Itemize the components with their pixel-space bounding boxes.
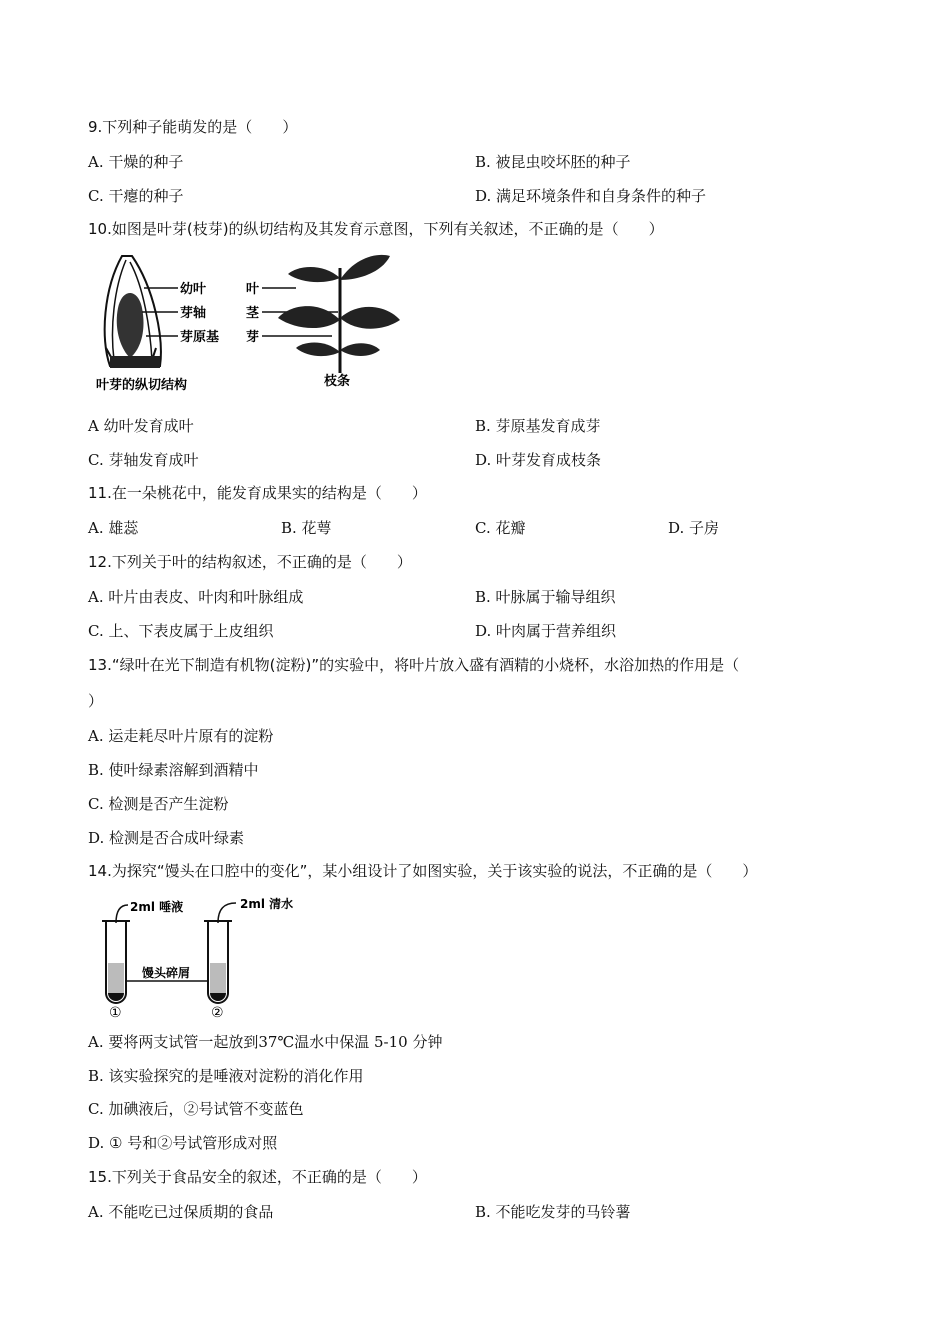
question-14-stem: 14.为探究“馒头在口腔中的变化”，某小组设计了如图实验，关于该实验的说法，不正确的是（ ）	[88, 862, 758, 880]
question-14-option-d: D. ① 号和②号试管形成对照	[88, 1134, 278, 1152]
bud-label-young-leaf: 幼叶	[180, 282, 207, 297]
bud-label-bud-primordium: 芽原基	[180, 330, 220, 345]
question-15-stem: 15.下列关于食品安全的叙述，不正确的是（ ）	[88, 1168, 427, 1186]
question-13-option-a: A. 运走耗尽叶片原有的淀粉	[88, 727, 274, 745]
bread-crumbs-label: 馒头碎屑	[142, 966, 191, 980]
question-10-option-b: B. 芽原基发育成芽	[475, 417, 601, 435]
question-10-stem: 10.如图是叶芽(枝芽)的纵切结构及其发育示意图，下列有关叙述，不正确的是（ ）	[88, 220, 664, 238]
question-10-option-a: A 幼叶发育成叶	[88, 417, 194, 435]
question-9-option-a: A. 干燥的种子	[88, 153, 184, 171]
leaf-bud-figure	[92, 248, 412, 398]
question-12-option-d: D. 叶肉属于营养组织	[475, 622, 617, 640]
branch-caption: 枝条	[324, 374, 351, 389]
question-13-option-d: D. 检测是否合成叶绿素	[88, 829, 245, 847]
question-11-option-b: B. 花萼	[281, 519, 332, 537]
question-14-option-b: B. 该实验探究的是唾液对淀粉的消化作用	[88, 1067, 364, 1085]
branch-label-stem: 茎	[246, 306, 260, 321]
question-9-option-c: C. 干瘪的种子	[88, 187, 184, 205]
question-11-stem: 11.在一朵桃花中，能发育成果实的结构是（ ）	[88, 484, 427, 502]
question-13-stem-continuation: ）	[88, 692, 104, 710]
branch-label-bud: 芽	[246, 330, 260, 345]
question-14-option-a: A. 要将两支试管一起放到37℃温水中保温 5-10 分钟	[88, 1033, 443, 1051]
question-10-option-d: D. 叶芽发育成枝条	[475, 451, 602, 469]
question-13-option-c: C. 检测是否产生淀粉	[88, 795, 229, 813]
question-12-option-b: B. 叶脉属于输导组织	[475, 588, 616, 606]
question-10-option-c: C. 芽轴发育成叶	[88, 451, 199, 469]
question-11-option-c: C. 花瓣	[475, 519, 526, 537]
tube-1-label: 2ml 唾液	[130, 900, 184, 914]
question-9-stem: 9.下列种子能萌发的是（ ）	[88, 118, 298, 136]
bud-caption: 叶芽的纵切结构	[96, 378, 188, 393]
question-14-option-c: C. 加碘液后，②号试管不变蓝色	[88, 1100, 304, 1118]
tube-2-label: 2ml 清水	[240, 897, 294, 911]
question-13-option-b: B. 使叶绿素溶解到酒精中	[88, 761, 259, 779]
question-11-option-a: A. 雄蕊	[88, 519, 139, 537]
question-13-stem: 13.“绿叶在光下制造有机物(淀粉)”的实验中，将叶片放入盛有酒精的小烧杯，水浴加热的作用是（	[88, 656, 740, 674]
tube-2-number: ②	[211, 1005, 224, 1021]
question-9-option-b: B. 被昆虫咬坏胚的种子	[475, 153, 631, 171]
tube-1-number: ①	[109, 1005, 122, 1021]
bud-label-bud-axis: 芽轴	[180, 306, 207, 321]
question-15-option-b: B. 不能吃发芽的马铃薯	[475, 1203, 631, 1221]
question-11-option-d: D. 子房	[668, 519, 720, 537]
question-12-stem: 12.下列关于叶的结构叙述，不正确的是（ ）	[88, 553, 412, 571]
question-12-option-a: A. 叶片由表皮、叶肉和叶脉组成	[88, 588, 304, 606]
question-15-option-a: A. 不能吃已过保质期的食品	[88, 1203, 274, 1221]
question-12-option-c: C. 上、下表皮属于上皮组织	[88, 622, 274, 640]
branch-label-leaf: 叶	[246, 282, 260, 297]
question-9-option-d: D. 满足环境条件和自身条件的种子	[475, 187, 707, 205]
saliva-experiment-figure	[96, 893, 316, 1021]
